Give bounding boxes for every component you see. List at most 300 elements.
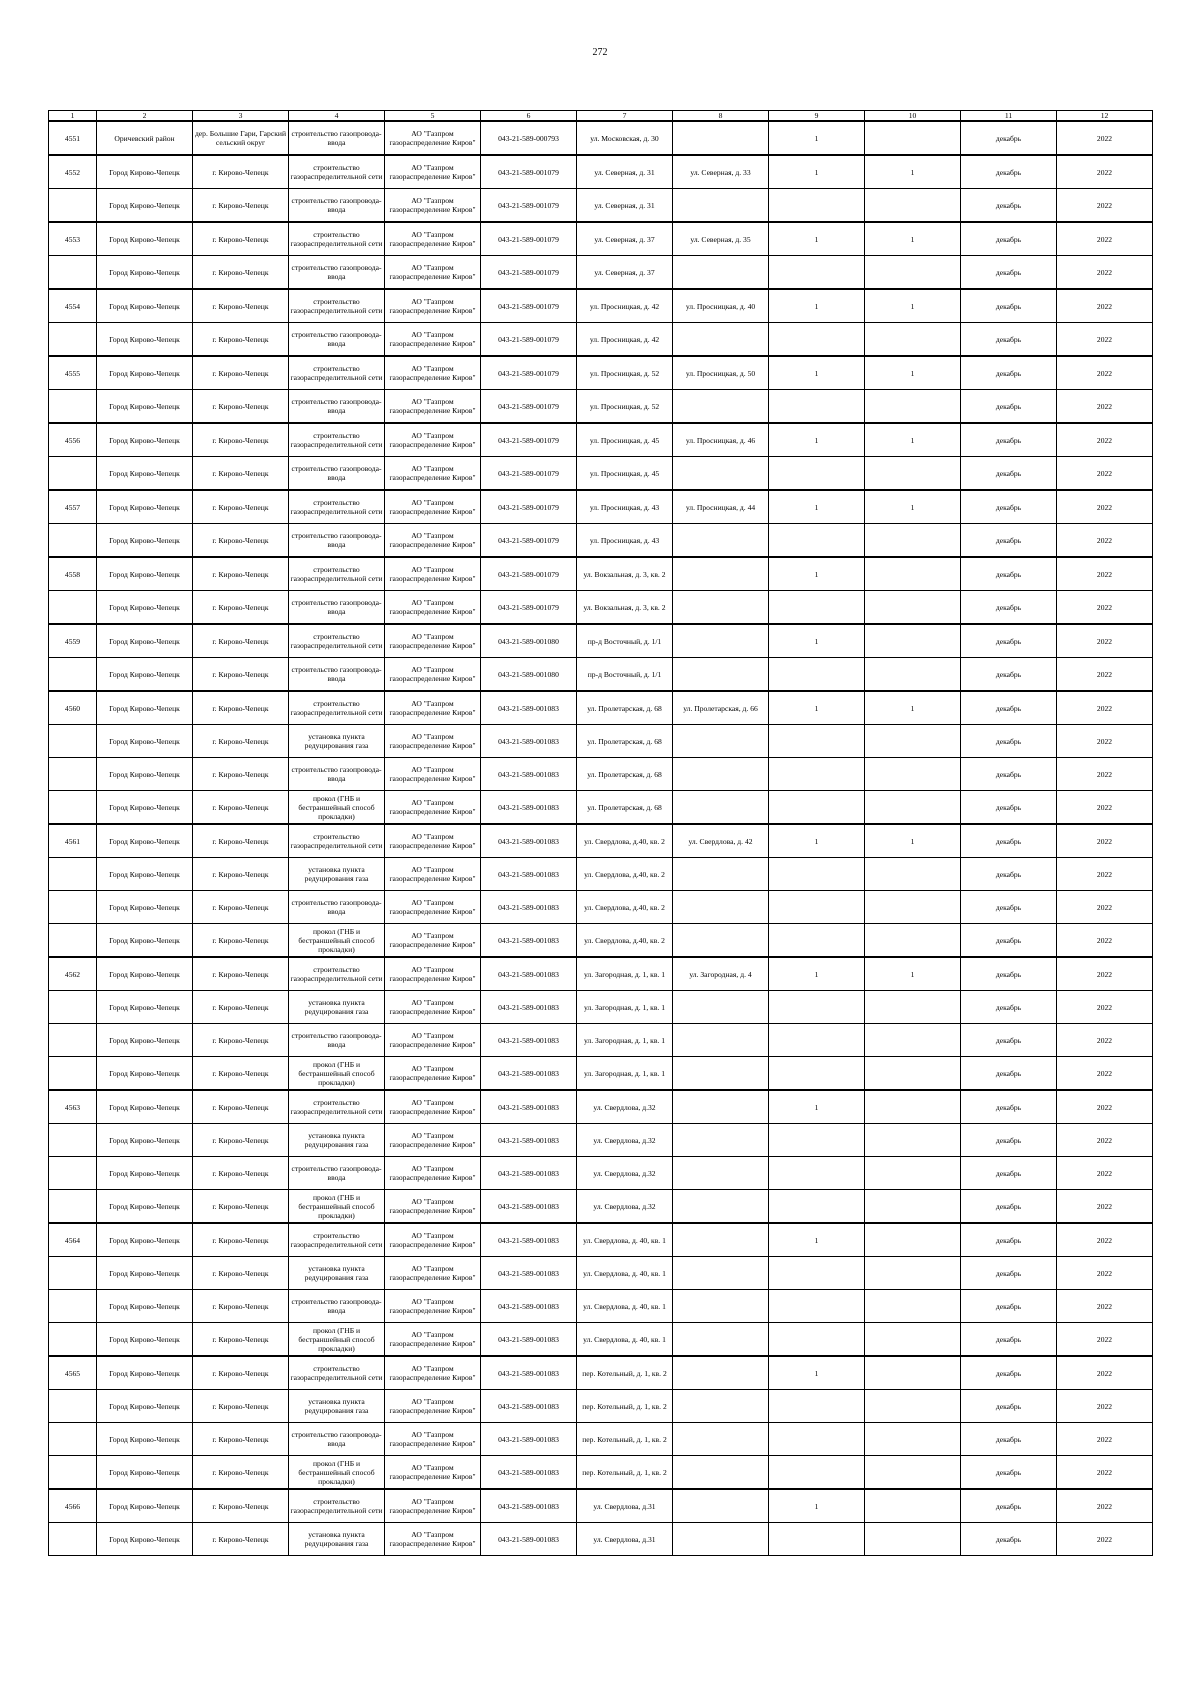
table-cell: г. Кирово-Чепецк <box>193 289 289 323</box>
table-cell: г. Кирово-Чепецк <box>193 256 289 290</box>
table-cell: строительство газопровода-ввода <box>289 1024 385 1057</box>
table-row <box>49 155 1153 189</box>
table-cell: 043-21-589-001083 <box>481 1290 577 1323</box>
table-cell: АО "Газпром газораспределение Киров" <box>385 1356 481 1390</box>
table-cell: прокол (ГНБ и бестраншейный способ прокладки) <box>289 1057 385 1091</box>
table-cell: АО "Газпром газораспределение Киров" <box>385 791 481 825</box>
table-cell: ул. Свердлова, д. 40, кв. 1 <box>577 1223 673 1257</box>
table-cell <box>49 1124 97 1157</box>
table-cell: г. Кирово-Чепецк <box>193 1456 289 1490</box>
table-cell: 2022 <box>1057 490 1153 524</box>
table-cell: 1 <box>865 824 961 858</box>
table-cell: 2022 <box>1057 1057 1153 1091</box>
table-cell <box>49 891 97 924</box>
table-row <box>49 924 1153 958</box>
table-cell: декабрь <box>961 423 1057 457</box>
table-cell: 2022 <box>1057 1024 1153 1057</box>
table-cell: декабрь <box>961 189 1057 223</box>
table-cell: АО "Газпром газораспределение Киров" <box>385 423 481 457</box>
table-cell: 043-21-589-001083 <box>481 1489 577 1523</box>
table-cell: прокол (ГНБ и бестраншейный способ прокладки) <box>289 1190 385 1224</box>
table-cell: 1 <box>769 624 865 658</box>
table-cell <box>673 758 769 791</box>
table-cell: Город Кирово-Чепецк <box>97 1523 193 1556</box>
table-cell: г. Кирово-Чепецк <box>193 1290 289 1323</box>
table-cell: декабрь <box>961 557 1057 591</box>
table-cell <box>769 1290 865 1323</box>
table-cell: АО "Газпром газораспределение Киров" <box>385 557 481 591</box>
table-cell: декабрь <box>961 991 1057 1024</box>
table-cell: Город Кирово-Чепецк <box>97 390 193 424</box>
table-cell: декабрь <box>961 1124 1057 1157</box>
table-cell: 2022 <box>1057 356 1153 390</box>
table-cell <box>769 591 865 625</box>
table-cell: АО "Газпром газораспределение Киров" <box>385 1423 481 1456</box>
table-cell: 1 <box>865 957 961 991</box>
table-cell: 043-21-589-001079 <box>481 557 577 591</box>
table-row <box>49 1390 1153 1423</box>
table-cell: 1 <box>769 155 865 189</box>
table-cell: Город Кирово-Чепецк <box>97 490 193 524</box>
table-cell <box>673 1290 769 1323</box>
page-number: 272 <box>592 47 608 58</box>
table-cell: Оричевский район <box>97 121 193 155</box>
table-cell <box>673 1190 769 1224</box>
table-cell: АО "Газпром газораспределение Киров" <box>385 1290 481 1323</box>
table-cell <box>49 1323 97 1357</box>
table-cell: ул. Северная, д. 35 <box>673 222 769 256</box>
column-header-cell: 9 <box>769 111 865 122</box>
table-cell: ул. Загородная, д. 1, кв. 1 <box>577 957 673 991</box>
table-cell: г. Кирово-Чепецк <box>193 1190 289 1224</box>
table-cell <box>49 1057 97 1091</box>
table-cell: декабрь <box>961 490 1057 524</box>
column-header-cell: 6 <box>481 111 577 122</box>
table-cell <box>865 1223 961 1257</box>
table-cell: Город Кирово-Чепецк <box>97 791 193 825</box>
table-cell <box>673 1390 769 1423</box>
table-cell <box>49 524 97 558</box>
table-cell: 4560 <box>49 691 97 725</box>
table-cell: г. Кирово-Чепецк <box>193 222 289 256</box>
table-cell <box>769 256 865 290</box>
table-cell: 1 <box>865 356 961 390</box>
table-cell: 4564 <box>49 1223 97 1257</box>
table-cell: декабрь <box>961 256 1057 290</box>
table-cell: 043-21-589-001083 <box>481 1223 577 1257</box>
table-cell: ул. Свердлова, д. 40, кв. 1 <box>577 1257 673 1290</box>
table-row <box>49 624 1153 658</box>
table-cell: 1 <box>865 423 961 457</box>
table-row <box>49 323 1153 357</box>
table-cell <box>865 924 961 958</box>
table-cell: ул. Просницкая, д. 46 <box>673 423 769 457</box>
table-cell: 043-21-589-001083 <box>481 1323 577 1357</box>
table-cell: ул. Свердлова, д.32 <box>577 1090 673 1124</box>
table-cell: 1 <box>769 1356 865 1390</box>
table-cell: 2022 <box>1057 457 1153 491</box>
table-cell <box>49 457 97 491</box>
table-cell: АО "Газпром газораспределение Киров" <box>385 1057 481 1091</box>
table-row <box>49 1523 1153 1556</box>
table-cell <box>49 858 97 891</box>
table-cell: 043-21-589-001083 <box>481 1257 577 1290</box>
table-cell <box>673 1523 769 1556</box>
table-cell: Город Кирово-Чепецк <box>97 1290 193 1323</box>
table-row <box>49 256 1153 290</box>
table-row <box>49 891 1153 924</box>
table-cell: Город Кирово-Чепецк <box>97 1124 193 1157</box>
table-cell: г. Кирово-Чепецк <box>193 423 289 457</box>
table-cell: строительство газопровода-ввода <box>289 1290 385 1323</box>
table-cell: 043-21-589-001079 <box>481 390 577 424</box>
table-cell: Город Кирово-Чепецк <box>97 524 193 558</box>
table-cell: Город Кирово-Чепецк <box>97 189 193 223</box>
table-cell: строительство газопровода-ввода <box>289 189 385 223</box>
table-cell: г. Кирово-Чепецк <box>193 658 289 692</box>
table-cell <box>49 791 97 825</box>
table-row <box>49 423 1153 457</box>
table-cell <box>865 1257 961 1290</box>
table-cell: АО "Газпром газораспределение Киров" <box>385 155 481 189</box>
table-row <box>49 1356 1153 1390</box>
table-cell: 1 <box>769 356 865 390</box>
table-cell: 043-21-589-001079 <box>481 457 577 491</box>
table-cell: строительство газопровода-ввода <box>289 1157 385 1190</box>
table-row <box>49 1456 1153 1490</box>
table-row <box>49 725 1153 758</box>
table-cell: декабрь <box>961 1223 1057 1257</box>
table-cell: Город Кирово-Чепецк <box>97 1024 193 1057</box>
table-cell: 2022 <box>1057 1124 1153 1157</box>
table-cell: г. Кирово-Чепецк <box>193 691 289 725</box>
table-cell: АО "Газпром газораспределение Киров" <box>385 289 481 323</box>
table-cell <box>49 1157 97 1190</box>
table-cell <box>673 390 769 424</box>
table-row <box>49 1024 1153 1057</box>
table-cell: Город Кирово-Чепецк <box>97 256 193 290</box>
table-cell <box>865 758 961 791</box>
table-cell: пер. Котельный, д. 1, кв. 2 <box>577 1356 673 1390</box>
table-cell: 043-21-589-001083 <box>481 957 577 991</box>
table-cell: строительство газопровода-ввода <box>289 390 385 424</box>
table-cell: 043-21-589-001083 <box>481 1523 577 1556</box>
table-cell: Город Кирово-Чепецк <box>97 356 193 390</box>
table-cell: декабрь <box>961 1024 1057 1057</box>
table-cell: декабрь <box>961 824 1057 858</box>
table-cell: установка пункта редуцирования газа <box>289 1390 385 1423</box>
table-cell: 1 <box>865 289 961 323</box>
table-cell: декабрь <box>961 390 1057 424</box>
table-cell: ул. Свердлова, д. 42 <box>673 824 769 858</box>
table-cell: 2022 <box>1057 858 1153 891</box>
table-cell <box>769 1323 865 1357</box>
table-cell: декабрь <box>961 1290 1057 1323</box>
table-cell <box>865 457 961 491</box>
table-row <box>49 490 1153 524</box>
table-cell: 2022 <box>1057 658 1153 692</box>
table-cell: ул. Пролетарская, д. 68 <box>577 725 673 758</box>
table-cell <box>865 1356 961 1390</box>
table-cell: г. Кирово-Чепецк <box>193 1223 289 1257</box>
table-cell: строительство газопровода-ввода <box>289 121 385 155</box>
table-cell: АО "Газпром газораспределение Киров" <box>385 691 481 725</box>
table-cell: Город Кирово-Чепецк <box>97 1456 193 1490</box>
table-cell: декабрь <box>961 222 1057 256</box>
table-cell <box>673 991 769 1024</box>
table-cell: 2022 <box>1057 390 1153 424</box>
table-cell: АО "Газпром газораспределение Киров" <box>385 256 481 290</box>
table-cell <box>769 1423 865 1456</box>
table-cell: строительство газораспределительной сети <box>289 957 385 991</box>
table-cell: декабрь <box>961 791 1057 825</box>
table-cell <box>865 1057 961 1091</box>
table-cell: 4566 <box>49 1489 97 1523</box>
table-cell <box>673 591 769 625</box>
table-row <box>49 758 1153 791</box>
table-cell: ул. Просницкая, д. 43 <box>577 524 673 558</box>
table-cell: строительство газораспределительной сети <box>289 557 385 591</box>
table-cell: 2022 <box>1057 1390 1153 1423</box>
table-cell: 2022 <box>1057 725 1153 758</box>
table-cell <box>673 1057 769 1091</box>
table-cell: АО "Газпром газораспределение Киров" <box>385 1523 481 1556</box>
table-row <box>49 1290 1153 1323</box>
table-cell: ул. Пролетарская, д. 68 <box>577 758 673 791</box>
table-cell: строительство газораспределительной сети <box>289 1223 385 1257</box>
table-cell: строительство газопровода-ввода <box>289 323 385 357</box>
table-cell: Город Кирово-Чепецк <box>97 1356 193 1390</box>
table-cell: г. Кирово-Чепецк <box>193 457 289 491</box>
table-cell: АО "Газпром газораспределение Киров" <box>385 323 481 357</box>
table-cell: ул. Пролетарская, д. 68 <box>577 691 673 725</box>
table-cell <box>673 557 769 591</box>
table-cell: ул. Свердлова, д.32 <box>577 1190 673 1224</box>
table-cell: 2022 <box>1057 691 1153 725</box>
table-cell: декабрь <box>961 624 1057 658</box>
table-cell: г. Кирово-Чепецк <box>193 1489 289 1523</box>
table-cell: 1 <box>769 222 865 256</box>
table-cell: декабрь <box>961 1323 1057 1357</box>
table-cell <box>769 658 865 692</box>
table-cell: АО "Газпром газораспределение Киров" <box>385 1323 481 1357</box>
column-header-cell: 8 <box>673 111 769 122</box>
table-cell: 043-21-589-001079 <box>481 323 577 357</box>
table-cell <box>673 624 769 658</box>
table-cell: 043-21-589-001083 <box>481 991 577 1024</box>
table-cell: пер. Котельный, д. 1, кв. 2 <box>577 1390 673 1423</box>
table-cell: декабрь <box>961 1523 1057 1556</box>
table-cell: ул. Северная, д. 37 <box>577 222 673 256</box>
table-cell <box>673 1124 769 1157</box>
table-cell: строительство газопровода-ввода <box>289 256 385 290</box>
table-cell: декабрь <box>961 1489 1057 1523</box>
table-cell: Город Кирово-Чепецк <box>97 891 193 924</box>
table-cell <box>769 1390 865 1423</box>
table-cell <box>865 791 961 825</box>
table-cell: ул. Пролетарская, д. 68 <box>577 791 673 825</box>
table-cell: декабрь <box>961 691 1057 725</box>
table-cell: Город Кирово-Чепецк <box>97 924 193 958</box>
table-row <box>49 691 1153 725</box>
table-cell: 1 <box>769 423 865 457</box>
table-cell <box>673 1423 769 1456</box>
table-row <box>49 591 1153 625</box>
table-cell: Город Кирово-Чепецк <box>97 725 193 758</box>
column-header-cell: 10 <box>865 111 961 122</box>
table-cell: строительство газопровода-ввода <box>289 658 385 692</box>
table-cell: 2022 <box>1057 121 1153 155</box>
table-cell: Город Кирово-Чепецк <box>97 957 193 991</box>
table-cell: 043-21-589-001079 <box>481 524 577 558</box>
table-cell: 4562 <box>49 957 97 991</box>
table-cell: ул. Просницкая, д. 42 <box>577 289 673 323</box>
table-cell <box>673 457 769 491</box>
table-cell: 043-21-589-001083 <box>481 1423 577 1456</box>
table-cell: 043-21-589-001083 <box>481 858 577 891</box>
table-cell <box>769 791 865 825</box>
table-cell: строительство газораспределительной сети <box>289 1090 385 1124</box>
table-cell: 4559 <box>49 624 97 658</box>
column-header-cell: 12 <box>1057 111 1153 122</box>
table-cell: пер. Котельный, д. 1, кв. 2 <box>577 1423 673 1456</box>
table-cell <box>865 1456 961 1490</box>
table-cell: 1 <box>769 289 865 323</box>
table-cell: г. Кирово-Чепецк <box>193 1024 289 1057</box>
table-row <box>49 791 1153 825</box>
table-cell: декабрь <box>961 924 1057 958</box>
table-cell: АО "Газпром газораспределение Киров" <box>385 658 481 692</box>
table-cell: установка пункта редуцирования газа <box>289 991 385 1024</box>
table-row <box>49 557 1153 591</box>
table-cell: г. Кирово-Чепецк <box>193 891 289 924</box>
table-cell <box>673 1024 769 1057</box>
table-cell: Город Кирово-Чепецк <box>97 1323 193 1357</box>
table-row <box>49 1489 1153 1523</box>
table-cell: АО "Газпром газораспределение Киров" <box>385 1024 481 1057</box>
table-cell: г. Кирово-Чепецк <box>193 1057 289 1091</box>
table-cell <box>865 1489 961 1523</box>
table-cell: 1 <box>769 691 865 725</box>
table-cell: 1 <box>865 222 961 256</box>
table-row <box>49 524 1153 558</box>
table-cell: ул. Северная, д. 33 <box>673 155 769 189</box>
table-cell <box>769 390 865 424</box>
table-cell <box>769 758 865 791</box>
table-cell: г. Кирово-Чепецк <box>193 924 289 958</box>
table-cell: декабрь <box>961 858 1057 891</box>
table-cell: 043-21-589-001079 <box>481 490 577 524</box>
table-cell: Город Кирово-Чепецк <box>97 858 193 891</box>
table-cell: ул. Свердлова, д.40, кв. 2 <box>577 891 673 924</box>
table-cell <box>673 256 769 290</box>
table-cell: 043-21-589-001083 <box>481 1124 577 1157</box>
table-cell: 043-21-589-001083 <box>481 824 577 858</box>
table-cell: 043-21-589-001080 <box>481 658 577 692</box>
table-cell: Город Кирово-Чепецк <box>97 155 193 189</box>
table-cell: АО "Газпром газораспределение Киров" <box>385 222 481 256</box>
column-header-cell: 7 <box>577 111 673 122</box>
table-cell: г. Кирово-Чепецк <box>193 1157 289 1190</box>
table-cell <box>865 725 961 758</box>
table-cell: 2022 <box>1057 524 1153 558</box>
table-cell: Город Кирово-Чепецк <box>97 1190 193 1224</box>
table-cell: ул. Просницкая, д. 45 <box>577 423 673 457</box>
table-cell <box>769 1124 865 1157</box>
table-cell <box>769 858 865 891</box>
table-cell: АО "Газпром газораспределение Киров" <box>385 924 481 958</box>
table-cell: 043-21-589-001083 <box>481 1024 577 1057</box>
table-cell: 043-21-589-000793 <box>481 121 577 155</box>
table-cell <box>673 1223 769 1257</box>
table-cell: 4555 <box>49 356 97 390</box>
table-cell: установка пункта редуцирования газа <box>289 1257 385 1290</box>
table-cell: 2022 <box>1057 155 1153 189</box>
table-cell: декабрь <box>961 1190 1057 1224</box>
table-cell: декабрь <box>961 591 1057 625</box>
table-cell: АО "Газпром газораспределение Киров" <box>385 390 481 424</box>
table-cell: 2022 <box>1057 189 1153 223</box>
table-cell <box>49 725 97 758</box>
table-cell: АО "Газпром газораспределение Киров" <box>385 1390 481 1423</box>
table-cell: АО "Газпром газораспределение Киров" <box>385 121 481 155</box>
table-cell: декабрь <box>961 524 1057 558</box>
table-cell <box>673 858 769 891</box>
table-cell <box>769 189 865 223</box>
table-row <box>49 222 1153 256</box>
table-cell: 2022 <box>1057 1456 1153 1490</box>
table-cell: 2022 <box>1057 323 1153 357</box>
table-cell: 4556 <box>49 423 97 457</box>
table-cell <box>865 1323 961 1357</box>
table-cell: 2022 <box>1057 1290 1153 1323</box>
table-cell: установка пункта редуцирования газа <box>289 1523 385 1556</box>
table-cell: Город Кирово-Чепецк <box>97 624 193 658</box>
table-cell: Город Кирово-Чепецк <box>97 1390 193 1423</box>
table-cell: 2022 <box>1057 1356 1153 1390</box>
table-cell: ул. Просницкая, д. 50 <box>673 356 769 390</box>
table-cell <box>865 858 961 891</box>
table-cell: 4557 <box>49 490 97 524</box>
table-cell: декабрь <box>961 1157 1057 1190</box>
table-cell: Город Кирово-Чепецк <box>97 691 193 725</box>
table-cell <box>49 323 97 357</box>
table-cell <box>49 1290 97 1323</box>
table-cell: 4554 <box>49 289 97 323</box>
table-cell: 2022 <box>1057 1257 1153 1290</box>
table-cell: АО "Газпром газораспределение Киров" <box>385 490 481 524</box>
table-cell <box>865 1523 961 1556</box>
table-cell <box>865 1290 961 1323</box>
table-row <box>49 121 1153 155</box>
table-cell <box>865 390 961 424</box>
column-header-cell: 11 <box>961 111 1057 122</box>
table-cell: 1 <box>769 121 865 155</box>
table-cell: г. Кирово-Чепецк <box>193 1257 289 1290</box>
table-row <box>49 991 1153 1024</box>
table-cell: строительство газораспределительной сети <box>289 289 385 323</box>
table-cell: АО "Газпром газораспределение Киров" <box>385 725 481 758</box>
table-cell: г. Кирово-Чепецк <box>193 624 289 658</box>
table-cell: г. Кирово-Чепецк <box>193 1523 289 1556</box>
table-cell: декабрь <box>961 323 1057 357</box>
table-cell: г. Кирово-Чепецк <box>193 991 289 1024</box>
table-cell <box>673 924 769 958</box>
table-cell: АО "Газпром газораспределение Киров" <box>385 957 481 991</box>
table-cell: ул. Вокзальная, д. 3, кв. 2 <box>577 557 673 591</box>
table-cell: г. Кирово-Чепецк <box>193 1423 289 1456</box>
table-cell: г. Кирово-Чепецк <box>193 1356 289 1390</box>
